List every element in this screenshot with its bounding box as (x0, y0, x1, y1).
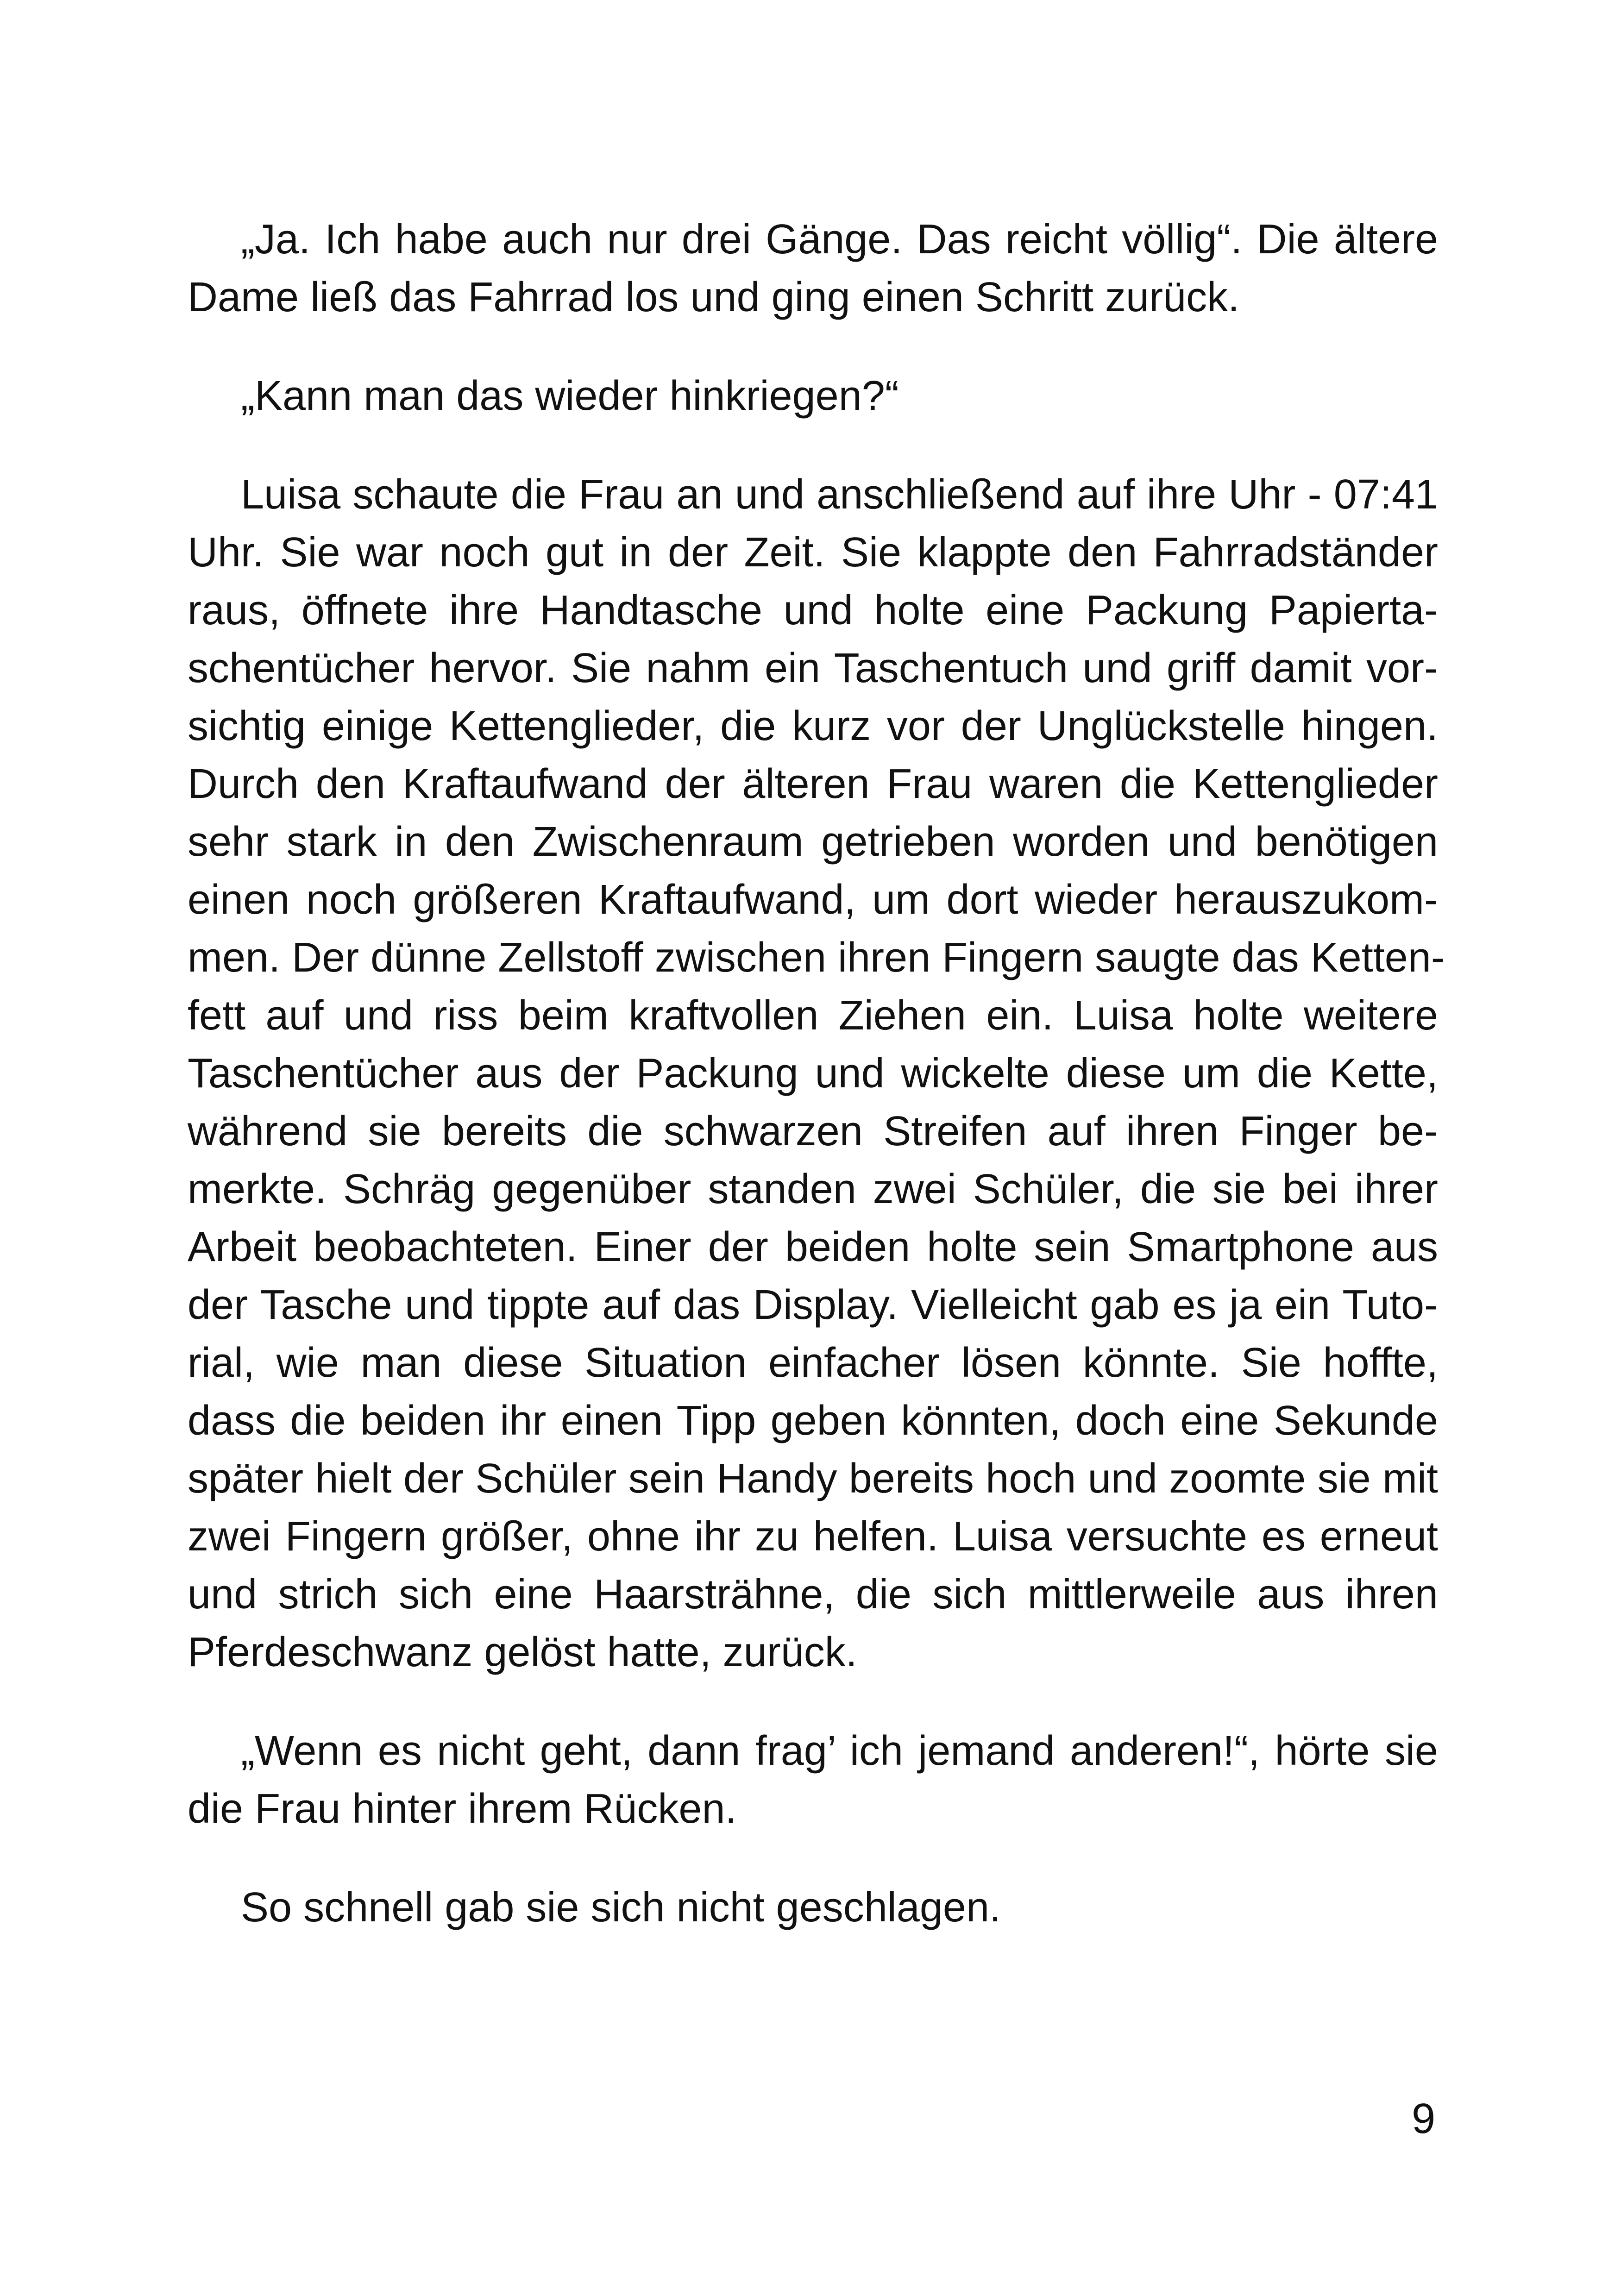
text-line: men. Der dünne Zellstoff zwischen ihren Fingern saugte das Ketten- (188, 935, 1445, 981)
paragraph-2 (188, 367, 1438, 425)
paragraph-1 (188, 211, 1438, 326)
text-line: und strich sich eine Haarsträhne, die sich mittlerweile aus ihren (188, 1571, 1438, 1618)
text-line: später hielt der Schüler sein Handy bereits hoch und zoomte sie mit (188, 1455, 1438, 1502)
text-line: Luisa schaute die Frau an und anschließend auf ihre Uhr - 07:41 (241, 471, 1438, 518)
page-number: 9 (1412, 2095, 1436, 2142)
text-line: Pferdeschwanz gelöst hatte, zurück. (188, 1629, 857, 1675)
text-line: einen noch größeren Kraftaufwand, um dort wieder herauszukom- (188, 877, 1438, 923)
text-line: sichtig einige Kettenglieder, die kurz vor der Unglückstelle hingen. (188, 703, 1438, 749)
text-line: merkte. Schräg gegenüber standen zwei Schüler, die sie bei ihrer (188, 1166, 1438, 1212)
text-line: zwei Fingern größer, ohne ihr zu helfen. Luisa versuchte es erneut (188, 1513, 1438, 1560)
paragraph-4 (188, 1722, 1438, 1838)
text-line: Taschentücher aus der Packung und wickelte diese um die Kette, (188, 1050, 1438, 1097)
text-line: So schnell gab sie sich nicht geschlagen. (241, 1884, 1001, 1931)
text-line: schentücher hervor. Sie nahm ein Taschentuch und griff damit vor- (188, 645, 1438, 691)
text-line: Durch den Kraftaufwand der älteren Frau waren die Kettenglieder (188, 761, 1438, 807)
text-line: Dame ließ das Fahrrad los und ging einen Schritt zurück. (188, 274, 1240, 320)
text-line: Arbeit beobachteten. Einer der beiden holte sein Smartphone aus (188, 1224, 1438, 1270)
text-line: „Kann man das wieder hinkriegen?“ (241, 373, 899, 419)
paragraph-5 (188, 1879, 1438, 1937)
text-line: der Tasche und tippte auf das Display. Vielleicht gab es ja ein Tuto- (188, 1282, 1438, 1328)
text-line: Uhr. Sie war noch gut in der Zeit. Sie klappte den Fahrradständer (188, 529, 1438, 576)
page-body (188, 211, 1445, 1977)
text-line: die Frau hinter ihrem Rücken. (188, 1786, 737, 1832)
text-line: rial, wie man diese Situation einfacher lösen könnte. Sie hoffte, (188, 1340, 1438, 1386)
text-line: „Ja. Ich habe auch nur drei Gänge. Das reicht völlig“. Die ältere (241, 216, 1438, 263)
text-line: „Wenn es nicht geht, dann frag’ ich jemand anderen!“, hörte sie (241, 1728, 1438, 1774)
text-line: dass die beiden ihr einen Tipp geben könnten, doch eine Sekunde (188, 1398, 1438, 1444)
paragraph-3 (188, 466, 1445, 1681)
text-line: während sie bereits die schwarzen Streifen auf ihren Finger be- (188, 1108, 1438, 1154)
text-line: raus, öffnete ihre Handtasche und holte eine Packung Papierta- (188, 587, 1438, 634)
text-line: fett auf und riss beim kraftvollen Ziehen ein. Luisa holte weitere (188, 992, 1438, 1039)
text-line: sehr stark in den Zwischenraum getrieben worden und benötigen (188, 819, 1438, 865)
